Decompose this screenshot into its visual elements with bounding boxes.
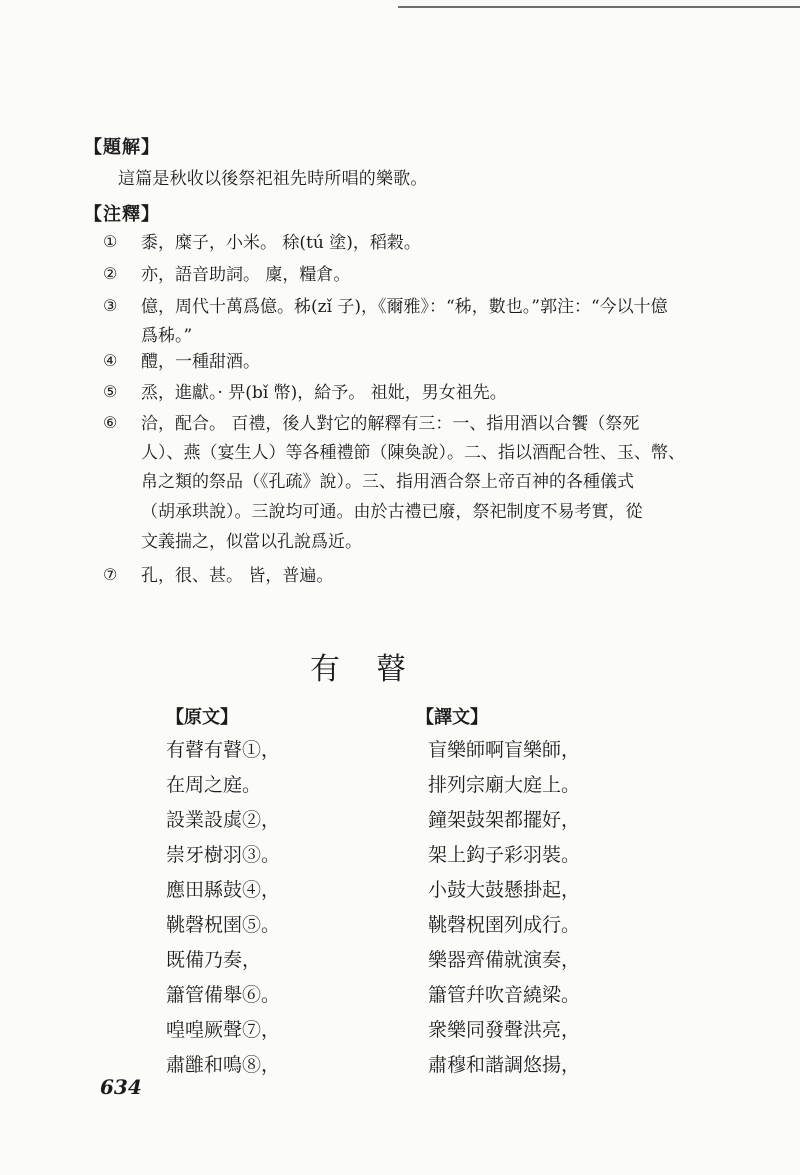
- note-number: ⑤: [103, 382, 118, 401]
- note-line: 醴，一種甜酒。: [141, 352, 260, 372]
- note-line: 億，周代十萬爲億。秭(zǐ 子)，《爾雅》：“秭，數也。”郭注：“今以十億: [141, 297, 668, 317]
- note-number: ⑥: [103, 413, 118, 432]
- original-line: 既備乃奏，: [166, 949, 262, 971]
- original-line: 簫管備舉⑥。: [166, 984, 281, 1006]
- original-line: 鞉磬柷圉⑤。: [166, 914, 281, 936]
- original-line: 設業設虡②，: [166, 809, 281, 831]
- note-line: 孔，很、甚。 皆，普遍。: [141, 566, 334, 586]
- translation-line: 小鼓大鼓懸掛起，: [428, 879, 581, 901]
- translation-line: 簫管幷吹音繞梁。: [428, 984, 581, 1006]
- note-line: 洽，配合。 百禮，後人對它的解釋有三：一、指用酒以合饗（祭死: [141, 414, 640, 434]
- note-line: 亦，語音助詞。 廩，糧倉。: [141, 265, 351, 285]
- poem-title: 有瞽: [310, 652, 442, 687]
- original-heading: 【原文】: [166, 707, 238, 728]
- translation-line: 衆樂同發聲洪亮，: [428, 1019, 581, 1041]
- translation-line: 架上鈎子彩羽裝。: [428, 844, 581, 866]
- note-line: 黍，糜子，小米。 稌(tú 塗)，稻穀。: [141, 233, 421, 253]
- page-number: 634: [100, 1075, 142, 1099]
- note-line: 帛之類的祭品（《孔疏》說）。三、指用酒合祭上帝百神的各種儀式: [141, 472, 634, 492]
- note-number: ①: [103, 232, 118, 251]
- translation-line: 盲樂師啊盲樂師，: [428, 739, 581, 761]
- note-line: （胡承珙說）。三說均可通。由於古禮已廢，祭祀制度不易考實，從: [141, 502, 643, 522]
- intro-heading: 【題解】: [84, 137, 160, 158]
- translation-line: 樂器齊備就演奏，: [428, 949, 581, 971]
- translation-line: 肅穆和諧調悠揚，: [428, 1054, 581, 1076]
- note-line: 人）、燕（宴生人）等各種禮節（陳奐說）。二、指以酒配合牲、玉、幣、: [141, 443, 685, 463]
- translation-line: 鐘架鼓架都擺好，: [428, 809, 581, 831]
- note-number: ②: [103, 264, 118, 283]
- translation-line: 鞉磬柷圉列成行。: [428, 914, 581, 936]
- intro-text: 這篇是秋收以後祭祀祖先時所唱的樂歌。: [118, 169, 428, 189]
- original-line: 有瞽有瞽①，: [166, 739, 281, 761]
- note-line: 爲秭。”: [141, 326, 193, 346]
- note-line: 文義揣之，似當以孔說爲近。: [141, 532, 362, 552]
- translation-line: 排列宗廟大庭上。: [428, 774, 581, 796]
- original-line: 喤喤厥聲⑦，: [166, 1019, 281, 1041]
- notes-heading: 【注釋】: [84, 204, 160, 225]
- note-number: ④: [103, 351, 118, 370]
- translation-heading: 【譯文】: [416, 707, 488, 728]
- header-rule: [398, 6, 800, 8]
- original-line: 崇牙樹羽③。: [166, 844, 281, 866]
- note-number: ③: [103, 296, 118, 315]
- note-number: ⑦: [103, 565, 118, 584]
- original-line: 在周之庭。: [166, 774, 262, 796]
- note-line: 烝，進獻。· 畀(bǐ 幣)，給予。 祖妣，男女祖先。: [141, 383, 507, 403]
- original-line: 肅雝和鳴⑧，: [166, 1054, 281, 1076]
- original-line: 應田縣鼓④，: [166, 879, 281, 901]
